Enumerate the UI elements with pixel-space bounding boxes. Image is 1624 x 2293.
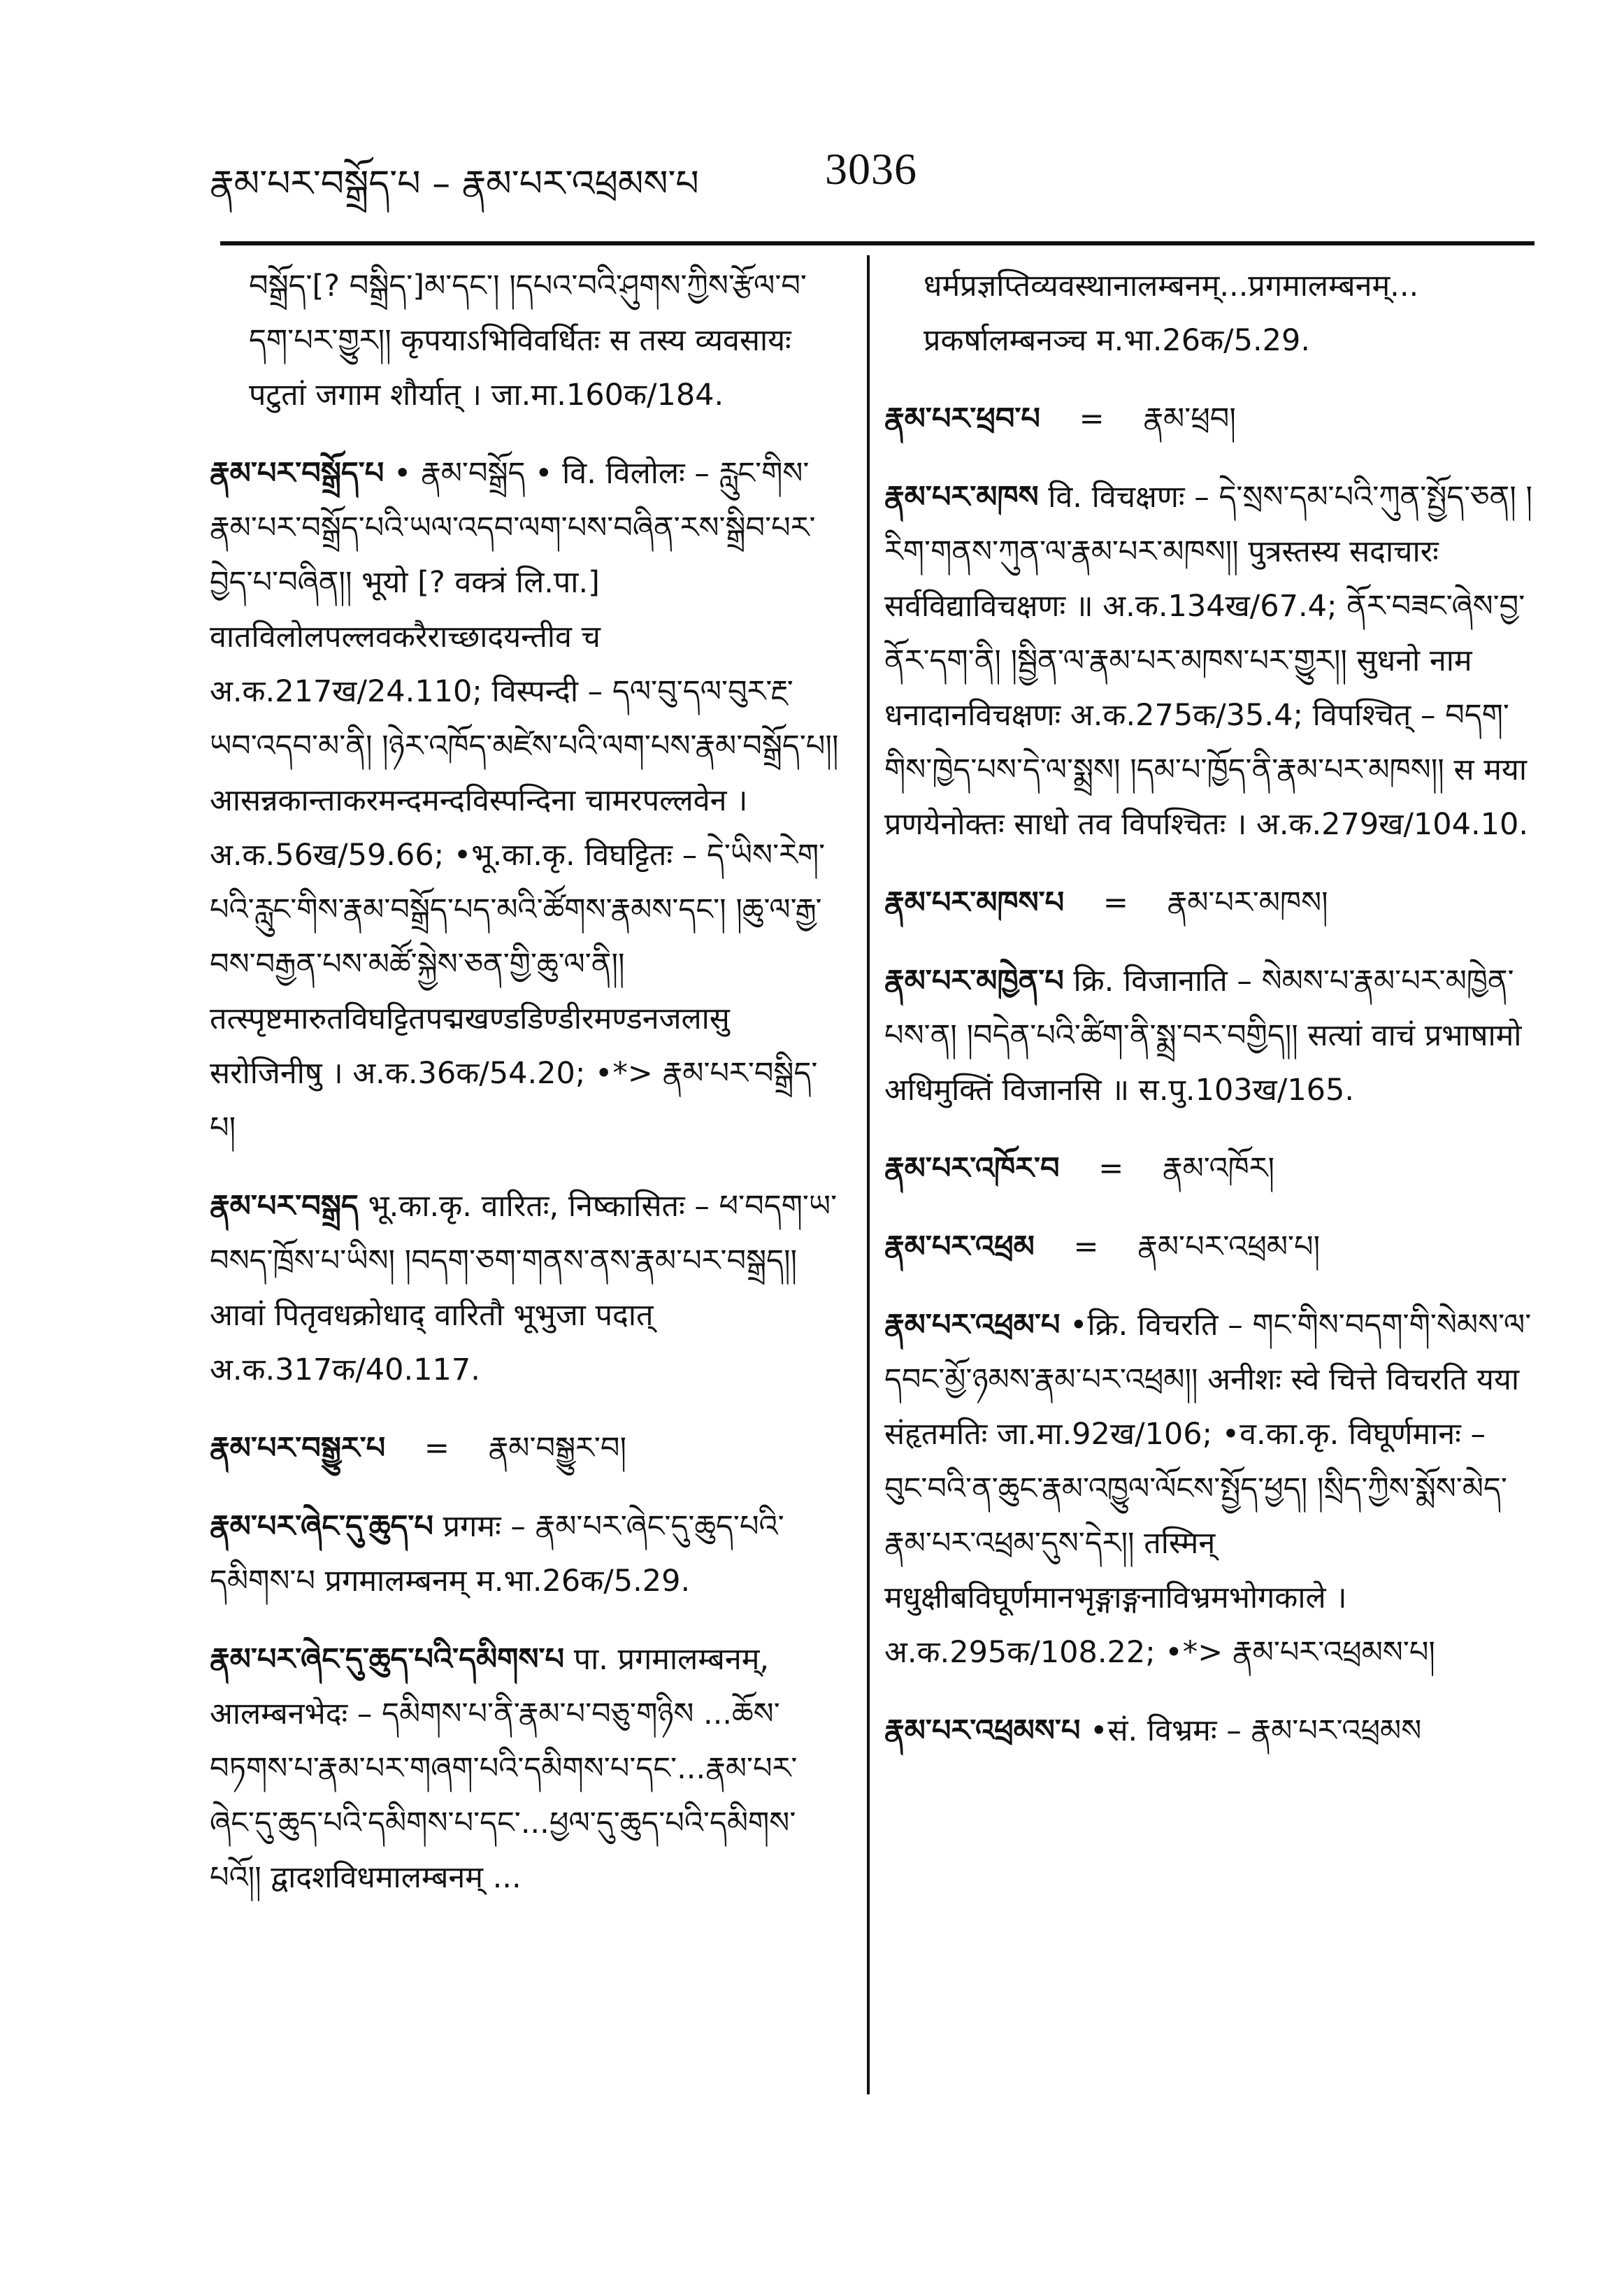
entry-cross-reference: རྣམ་བསྒྱུར་བ། <box>488 1431 627 1466</box>
entry-text: धर्मप्रज्ञप्तिव्यवस्थानालम्बनम्...प्रगमालम्बनम्... प्रकर्षालम्बनञ्च म.भा.26क/5.29. <box>924 269 1419 358</box>
dictionary-entry <box>884 954 1535 1117</box>
header-rule <box>220 241 1535 245</box>
entry-text: क्रि. विजानाति – སེམས་པ་རྣམ་པར་མཁྱེན་པས་ན། །བདེན་པའི་ཚིག་ནི་སྨྲ་བར་བགྱིད།། सत्यां वाचं प्रभाषामो अधिमुक्तिं विजानसि ॥ स.पु.103ख/165. <box>884 964 1522 1108</box>
running-head: རྣམ་པར་བསྒྲོད་པ – རྣམ་པར་འཕྲམས་པ <box>210 163 699 205</box>
dictionary-entry <box>210 446 839 1155</box>
dictionary-entry <box>210 1632 839 1905</box>
entry-headword: རྣམ་པར་འཕྲམ <box>884 1229 1035 1264</box>
entry-headword: རྣམ་པར་བསྒྲོད་པ <box>210 456 385 491</box>
entry-headword: རྣམ་པར་ཕྲབ་པ <box>884 401 1040 436</box>
dictionary-entry <box>884 876 1535 930</box>
dictionary-entry <box>884 1703 1535 1758</box>
dictionary-entry <box>210 1499 839 1608</box>
entry-text: पा. प्रगमालम्बनम्, आलम्बनभेदः – དམིགས་པ་ནི་རྣམ་པ་བཅུ་གཉིས ...ཆོས་བཏགས་པ་རྣམ་པར་གཞག་པའི་དམིགས་པ་དང་...རྣམ་པར་ཞེང་དུ་ཆུད་པའི་དམིགས་པ་དང་...ཕྱལ་དུ་ཆུད་པའི་དམིགས་པའོ།། द्वादशविधमालम्बनम् ... <box>210 1642 798 1895</box>
dictionary-entry <box>210 1179 839 1397</box>
left-column <box>210 259 839 1929</box>
entry-headword: རྣམ་པར་ཞེང་དུ་ཆུད་པ <box>210 1509 433 1544</box>
entry-headword: རྣམ་པར་འཕྲམ་པ <box>884 1308 1061 1343</box>
entry-headword: རྣམ་པར་བསྒྲད <box>210 1189 359 1224</box>
entry-text: भू.का.कृ. वारितः, निष्कासितः – ཕ་བདག་ཡ་བསད་ཁྲོས་པ་ཡིས། །བདག་ཅག་གནས་ནས་རྣམ་པར་བསྒྲད།། आवां पितृवधक्रोधाद् वारितौ भूभुजा पदात् अ.क.317क/40.117. <box>210 1189 838 1387</box>
dictionary-entry <box>884 1298 1535 1680</box>
entry-cross-reference: རྣམ་འཁོར། <box>1162 1151 1275 1186</box>
equals-sign: = <box>424 1431 450 1466</box>
entry-headword: རྣམ་པར་འཕྲམས་པ <box>884 1713 1081 1748</box>
entry-text: བསྒྲོད་[? བསྒྲིད་]མ་དང་། །དཔའ་བའི་ཤུགས་ཀྱིས་རྩོལ་བ་དག་པར་གྱུར།། कृपयाऽभिविवर्धितः स तस्य व्यवसायः पटुतां जगाम शौर्यात् । जा.मा.160क/184. <box>249 269 807 413</box>
entry-headword: རྣམ་པར་མཁྱེན་པ <box>884 964 1064 999</box>
dictionary-entry <box>884 470 1535 852</box>
column-divider <box>867 255 870 2094</box>
entry-cross-reference: རྣམ་པར་མཁས། <box>1167 885 1328 920</box>
entry-text: • རྣམ་བསྒྲོད • वि. विलोलः – རླུང་གིས་རྣམ་པར་བསྒྲོད་པའི་ཡལ་འདབ་ལག་པས་བཞིན་རས་སྒྲིབ་པར་བྱེད་པ་བཞིན།། भूयो [? वक्त्रं लि.पा.] वातविलोलपल्लवकरैराच्छादयन्तीव च अ.क.217ख/24.110; विस्पन्दी – དལ་བུ་དལ་བུར་རྔ་ཡབ་འདབ་མ་ནི། །ཉེར་འཁོད་མཛེས་པའི་ལག་པས་རྣམ་བསྒྲོད་པ།། आसन्नकान्ताकरमन्दमन्दविस्पन्दिना चामरपल्लवेन । अ.क.56ख/59.66; •भू.का.कृ. विघट्टितः – དེ་ཡིས་རེག་པའི་རླུང་གིས་རྣམ་བསྒྲོད་པད་མའི་ཚོགས་རྣམས་དང་། །ཆུ་ལ་རྒྱ་བས་བརྒྱན་པས་མཚོ་སྐྱེས་ཅན་གྱི་ཆུ་ལ་ནི།། तत्स्पृष्टमारुतविघट्टितपद्मखण्डडिण्डीरमण्डनजलासु सरोजिनीषु । अ.क.36क/54.20; •*> རྣམ་པར་བསྒྲིད་པ། <box>210 456 839 1145</box>
equals-sign: = <box>1073 1229 1099 1264</box>
entry-continuation <box>210 259 839 422</box>
entry-text: प्रगमः – རྣམ་པར་ཞེང་དུ་ཆུད་པའི་དམིགས་པ प्रगमालम्बनम् म.भा.26क/5.29. <box>210 1509 784 1599</box>
entry-headword: རྣམ་པར་འཁོར་བ <box>884 1151 1060 1186</box>
entry-text: वि. विचक्षणः – དེ་སྲས་དམ་པའི་ཀུན་སྤྱོད་ཅན། །རིག་གནས་ཀུན་ལ་རྣམ་པར་མཁས།། पुत्रस्तस्य सदाचारः सर्वविद्याविचक्षणः ॥ अ.क.134ख/67.4; ནོར་བཟང་ཞེས་བྱ་ནོར་དག་ནི། །སྦྱིན་ལ་རྣམ་པར་མཁས་པར་གྱུར།། सुधनो नाम धनादानविचक्षणः अ.क.275क/35.4; विपश्चित् – བདག་གིས་ཁྱེད་པས་དེ་ལ་སྨྲས། །དམ་པ་ཁྱོད་ནི་རྣམ་པར་མཁས།། स मया प्रणयेनोक्तः साधो तव विपश्चितः । अ.क.279ख/104.10. <box>884 480 1532 842</box>
entry-cross-reference: རྣམ་ཕྲབ། <box>1143 401 1236 436</box>
entry-headword: རྣམ་པར་མཁས་པ <box>884 885 1065 920</box>
right-column <box>884 259 1535 1782</box>
entry-headword: རྣམ་པར་ཞེང་དུ་ཆུད་པའི་དམིགས་པ <box>210 1642 565 1677</box>
dictionary-entry <box>210 1421 839 1476</box>
equals-sign: = <box>1098 1151 1124 1186</box>
dictionary-entry <box>884 392 1535 446</box>
entry-cross-reference: རྣམ་པར་འཕྲམ་པ། <box>1137 1229 1321 1264</box>
equals-sign: = <box>1079 401 1105 436</box>
entry-headword: རྣམ་པར་མཁས <box>884 480 1039 515</box>
entry-continuation <box>884 259 1535 368</box>
page-number: 3036 <box>825 144 917 194</box>
entry-headword: རྣམ་པར་བསྒྱུར་པ <box>210 1431 386 1466</box>
entry-text: •सं. विभ्रमः – རྣམ་པར་འཕྲམས <box>1090 1713 1422 1748</box>
dictionary-entry <box>884 1141 1535 1196</box>
entry-text: •क्रि. विचरति – གང་གིས་བདག་གི་སེམས་ལ་དབང་མྱོ་ཉམས་རྣམ་པར་འཕྲམ།། अनीशः स्वे चित्ते विचरति यया संहृतमतिः जा.मा.92ख/106; •व.का.कृ. विघूर्णमानः – བུང་བའི་ན་ཆུང་རྣམ་འཁྱུལ་ལོངས་སྤྱོད་ཕྱད། །སྲིད་ཀྱིས་སྨོས་མེད་རྣམ་པར་འཕྲམ་དུས་དེར།། तस्मिन् मधुक्षीबविघूर्णमानभृङ्गाङ्गनाविभ्रमभोगकाले । अ.क.295क/108.22; •*> རྣམ་པར་འཕྲམས་པ། <box>884 1308 1532 1670</box>
dictionary-entry <box>884 1220 1535 1274</box>
equals-sign: = <box>1102 885 1128 920</box>
